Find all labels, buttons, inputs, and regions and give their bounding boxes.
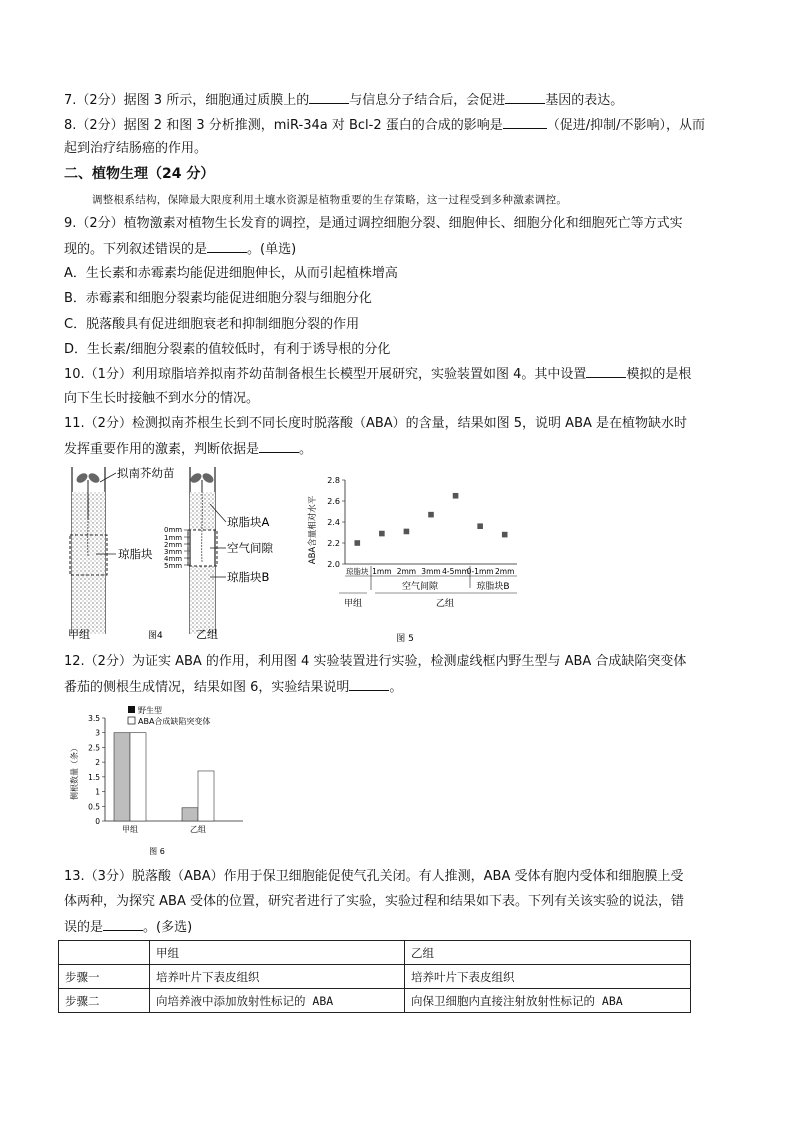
table-cell: 向培养液中添加放射性标记的 ABA: [150, 989, 405, 1013]
x-tick-label: 1mm: [372, 567, 392, 576]
question-11: 11.（2分）检测拟南芥根生长到不同长度时脱落酸（ABA）的含量，结果如图 5，说明 ABA 是在植物缺水时: [64, 416, 688, 431]
x-tick-label: 甲组: [122, 825, 138, 834]
data-point: [502, 532, 508, 538]
experiment-table: [58, 940, 691, 1013]
figure-6-caption: 图 6: [149, 847, 165, 856]
question-10-line2: 向下生长时接触不到水分的情况。: [64, 391, 260, 406]
table-row: [59, 965, 691, 989]
y-tick-label: 2.4: [327, 518, 340, 527]
group-b-label: 乙组: [435, 599, 455, 609]
answer-blank[interactable]: [349, 678, 389, 691]
section-intro: 调整根系结构，保障最大限度利用土壤水资源是植物重要的生存策略，这一过程受到多种激素调控。: [92, 194, 568, 206]
label-agar-b: 琼脂块B: [227, 570, 270, 584]
answer-blank[interactable]: [309, 91, 349, 104]
legend-swatch-mutant: [128, 717, 135, 724]
x-tick-label: 0-1mm: [466, 567, 494, 576]
question-11-line2: 发挥重要作用的激素，判断依据是 。: [64, 442, 313, 457]
bar: [130, 733, 146, 821]
svg-text:4mm: 4mm: [164, 555, 183, 563]
legend: [128, 705, 210, 726]
svg-text:0mm: 0mm: [164, 526, 183, 534]
question-13: 13.（3分）脱落酸（ABA）作用于保卫细胞能促使气孔关闭。有人推测，ABA 受体有胞内受体和细胞膜上受: [64, 869, 684, 884]
question-13-line3: 误的是 。(多选): [64, 920, 193, 935]
leaf-icon: [87, 471, 101, 484]
question-8-line2: 起到治疗结肠癌的作用。: [64, 141, 208, 156]
y-tick-label: 2.2: [327, 539, 340, 548]
label-group-a: 甲组: [68, 628, 90, 641]
label-group-b: 乙组: [196, 628, 218, 641]
question-10: 10.（1分）利用琼脂培养拟南芥幼苗制备根生长模型开展研究，实验装置如图 4。其中设置 模拟的是根: [64, 367, 692, 382]
table-header-cell: 甲组: [150, 941, 405, 965]
y-tick-label: 2.8: [327, 476, 340, 485]
group-a-label: 甲组: [343, 599, 363, 609]
x-tick-label: 4-5mm: [442, 567, 470, 576]
legend-wildtype: 野生型: [138, 706, 162, 715]
y-tick-label: 2: [95, 758, 100, 768]
label-agar-a: 琼脂块A: [227, 515, 270, 529]
tube-group-a: [70, 467, 107, 634]
figure-5-caption: 图 5: [396, 634, 414, 644]
figure-5-chart: [305, 470, 530, 648]
table-cell: 培养叶片下表皮组织: [150, 965, 405, 989]
option-c[interactable]: C．脱落酸具有促进细胞衰老和抑制细胞分裂的作用: [64, 317, 360, 332]
svg-text:2mm: 2mm: [164, 541, 183, 549]
table-cell: 向保卫细胞内直接注射放射性标记的 ABA: [405, 989, 691, 1013]
data-point: [477, 523, 483, 529]
answer-blank[interactable]: [103, 918, 143, 931]
x-tick-label: 2mm: [495, 567, 515, 576]
subgroup-agar-b: 琼脂块B: [476, 582, 510, 592]
scale-ruler: [164, 526, 190, 570]
y-tick-label: 0: [95, 817, 100, 826]
table-header-row: [59, 941, 691, 965]
y-tick-label: 2.0: [327, 560, 340, 569]
y-tick-label: 1.5: [88, 772, 100, 782]
data-point: [428, 512, 434, 518]
y-tick-label: 2.6: [327, 497, 340, 506]
svg-text:1mm: 1mm: [164, 534, 183, 542]
question-13-line2: 体两种，为探究 ABA 受体的位置，研究者进行了实验，实验过程和结果如下表。下列有关该实验的说法，错: [64, 894, 684, 909]
y-axis-label: ABA含量相对水平: [308, 495, 318, 565]
table-cell: 步骤一: [59, 965, 150, 989]
section-title: 二、植物生理（24 分）: [64, 166, 215, 182]
bar: [198, 771, 214, 821]
question-12-line2: 番茄的侧根生成情况，结果如图 6，实验结果说明 。: [64, 680, 403, 695]
data-point: [354, 540, 360, 546]
table-row: [59, 989, 691, 1013]
x-tick-label: 2mm: [396, 567, 417, 576]
x-tick-label: 乙组: [190, 825, 206, 834]
y-tick-label: 0.5: [88, 802, 100, 812]
data-point: [453, 493, 459, 499]
figure-4: [60, 462, 300, 644]
subgroup-air-gap: 空气间隙: [401, 582, 439, 592]
label-seedling: 拟南芥幼苗: [117, 466, 175, 480]
data-point: [404, 529, 410, 535]
y-tick-label: 1: [95, 787, 100, 797]
y-tick-label: 3: [95, 728, 100, 738]
leaf-icon: [189, 471, 203, 484]
table-cell: 培养叶片下表皮组织: [405, 965, 691, 989]
option-d[interactable]: D．生长素/细胞分裂素的值较低时，有利于诱导根的分化: [64, 342, 391, 357]
question-7: 7.（2分）据图 3 所示，细胞通过质膜上的 与信息分子结合后，会促进 基因的表达。: [64, 93, 624, 108]
y-tick-label: 2.5: [88, 743, 100, 753]
tube-group-b: [188, 467, 217, 634]
svg-text:3mm: 3mm: [164, 548, 183, 556]
label-air-gap: 空气间隙: [227, 541, 273, 555]
table-cell: 步骤二: [59, 989, 150, 1013]
legend-mutant: ABA合成缺陷突变体: [138, 717, 211, 726]
option-a[interactable]: A．生长素和赤霉素均能促进细胞伸长，从而引起植株增高: [64, 266, 398, 281]
question-12: 12.（2分）为证实 ABA 的作用，利用图 4 实验装置进行实验，检测虚线框内野生型与 ABA 合成缺陷突变体: [64, 654, 687, 669]
bar: [114, 733, 130, 821]
legend-swatch-wildtype: [128, 706, 135, 713]
answer-blank[interactable]: [586, 365, 626, 378]
answer-blank[interactable]: [259, 440, 299, 453]
answer-blank[interactable]: [503, 116, 547, 129]
figure-4-caption: 图4: [148, 631, 163, 641]
x-tick-label: 琼脂块: [346, 567, 369, 576]
y-tick-label: 3.5: [88, 714, 100, 723]
table-header-cell: [59, 941, 150, 965]
data-point: [379, 531, 385, 537]
x-tick-label: 3mm: [421, 567, 441, 576]
y-axis-label: 侧根数量（条）: [70, 744, 79, 800]
answer-blank[interactable]: [207, 240, 247, 253]
question-9-line2: 现的。下列叙述错误的是 。(单选): [64, 242, 297, 257]
leaf-icon: [201, 471, 215, 484]
table-header-cell: 乙组: [405, 941, 691, 965]
agar-block-b: [190, 566, 215, 634]
question-9: 9.（2分）植物激素对植物生长发育的调控，是通过调控细胞分裂、细胞伸长、细胞分化和细胞死亡等方式实: [64, 216, 683, 231]
option-b[interactable]: B．赤霉素和细胞分裂素均能促进细胞分裂与细胞分化: [64, 291, 372, 306]
figure-6-chart: [68, 702, 268, 860]
answer-blank[interactable]: [505, 91, 545, 104]
bar: [182, 808, 198, 821]
question-8: 8.（2分）据图 2 和图 3 分析推测，miR-34a 对 Bcl-2 蛋白的合成的影响是 （促进/抑制/不影响），从而: [64, 118, 706, 133]
leaf-icon: [75, 471, 89, 484]
svg-text:5mm: 5mm: [164, 562, 183, 570]
label-agar: 琼脂块: [118, 547, 153, 561]
